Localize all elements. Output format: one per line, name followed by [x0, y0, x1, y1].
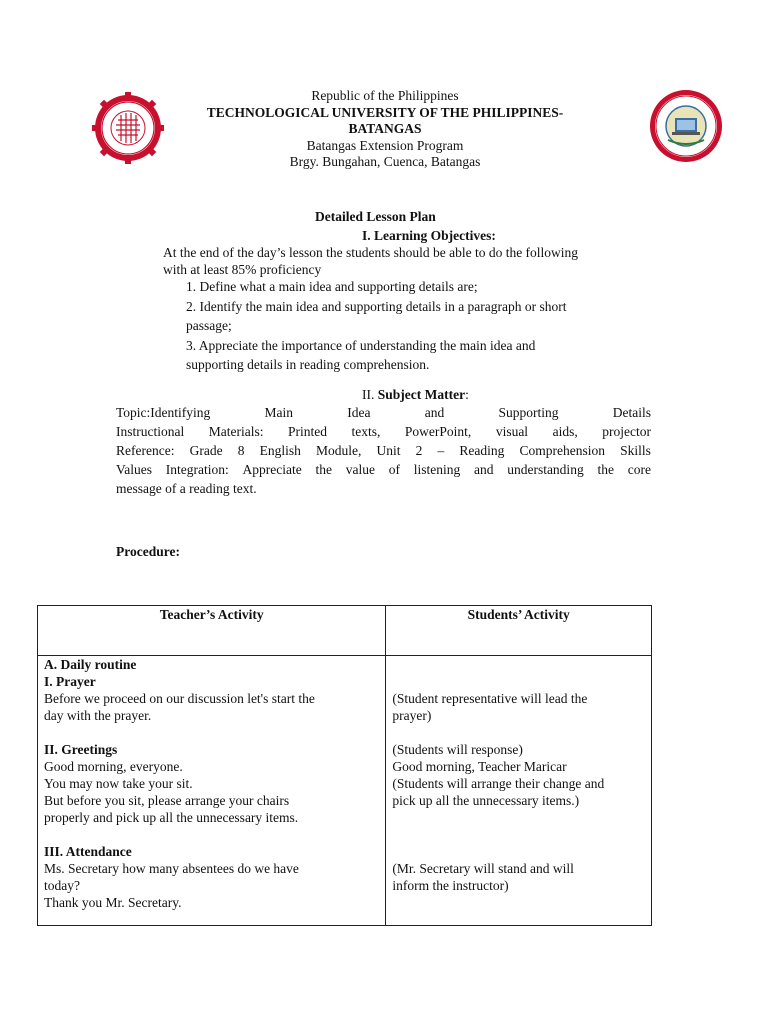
word: texts, [351, 424, 381, 439]
greetings-student-line: (Students will arrange their change and [392, 776, 605, 791]
word: Values [116, 462, 152, 477]
attendance-teacher-line: Thank you Mr. Secretary. [44, 895, 182, 910]
greetings-student-line: Good morning, Teacher Maricar [392, 759, 567, 774]
word: Idea [347, 405, 371, 420]
word: 8 [237, 443, 245, 458]
objective-item: supporting details in reading comprehension. [186, 357, 430, 372]
word: Topic:Identifying [116, 405, 211, 420]
word: the [315, 462, 332, 477]
objective-item: 3. Appreciate the importance of understanding the main idea and [186, 337, 536, 353]
word: Main [264, 405, 294, 420]
word: Appreciate [242, 462, 302, 477]
header-republic: Republic of the Philippines [311, 88, 459, 103]
word: Details [612, 405, 651, 420]
word: and [424, 405, 445, 420]
header-address: Brgy. Bungahan, Cuenca, Batangas [289, 154, 481, 169]
word: listening [413, 462, 461, 477]
header-university: TECHNOLOGICAL UNIVERSITY OF THE PHILIPPINES- [206, 104, 564, 120]
word: Reference: [116, 443, 175, 458]
subject-heading [362, 386, 469, 403]
objectives-intro-2: with at least 85% proficiency [163, 262, 322, 277]
header-teacher-activity: Teacher’s Activity [38, 606, 386, 656]
word: value [345, 462, 375, 477]
attendance-teacher-line: today? [44, 878, 80, 893]
word: PowerPoint, [404, 424, 472, 439]
prayer-heading: I. Prayer [44, 674, 96, 689]
attendance-student-line: (Mr. Secretary will stand and will [392, 861, 574, 876]
prayer-student-line: (Student representative will lead the [392, 691, 588, 706]
extension-seal-icon [648, 88, 724, 164]
word: Comprehension [519, 443, 605, 458]
section-daily-routine: A. Daily routine [44, 657, 137, 672]
word: Unit [376, 443, 401, 458]
word: understanding [507, 462, 584, 477]
header-university-cont: BATANGAS [348, 121, 422, 136]
word: Supporting [498, 405, 559, 420]
table-row [38, 656, 652, 926]
reference-line [116, 441, 651, 460]
word: English [259, 443, 301, 458]
greetings-teacher-line: Good morning, everyone. [44, 759, 183, 774]
word: the [597, 462, 614, 477]
objective-item: 2. Identify the main idea and supporting details in a paragraph or short [186, 298, 567, 314]
greetings-student-line: (Students will response) [392, 742, 523, 757]
objective-item: 1. Define what a main idea and supporting details are; [186, 279, 478, 294]
teacher-activity-cell [38, 656, 386, 926]
header-students-activity: Students’ Activity [386, 606, 652, 656]
procedure-table [37, 605, 652, 926]
table-header-row [38, 606, 652, 656]
greetings-teacher-line: You may now take your sit. [44, 776, 193, 791]
subject-colon: : [465, 387, 469, 402]
subject-label: Subject Matter [377, 387, 466, 402]
procedure-heading: Procedure: [116, 544, 180, 559]
word: Printed [288, 424, 327, 439]
subject-matter-block [116, 403, 651, 498]
objectives-heading: I. Learning Objectives: [362, 228, 496, 243]
word: 2 [415, 443, 423, 458]
prayer-teacher-line: Before we proceed on our discussion let's start the [44, 691, 315, 706]
attendance-heading: III. Attendance [44, 844, 132, 859]
greetings-teacher-line: But before you sit, please arrange your chairs [44, 793, 290, 808]
attendance-student-line: inform the instructor) [392, 878, 509, 893]
greetings-student-line: pick up all the unnecessary items.) [392, 793, 580, 808]
topic-line [116, 403, 651, 422]
header-program: Batangas Extension Program [306, 137, 464, 153]
word: – [437, 443, 445, 458]
word: visual [495, 424, 529, 439]
word: Integration: [165, 462, 229, 477]
word: aids, [552, 424, 578, 439]
objectives-intro-1: At the end of the day’s lesson the students should be able to do the following [163, 245, 579, 260]
word: Materials: [208, 424, 264, 439]
word: Skills [620, 443, 651, 458]
word: Instructional [116, 424, 185, 439]
doc-title: Detailed Lesson Plan [315, 209, 436, 224]
objectives-list [186, 277, 567, 375]
word: Module, [315, 443, 362, 458]
word: projector [602, 424, 651, 439]
tup-seal-icon [92, 92, 164, 164]
subject-num: II. [362, 387, 378, 402]
values-line [116, 460, 651, 479]
students-activity-cell [386, 656, 652, 926]
prayer-student-line: prayer) [392, 708, 432, 723]
word: of [388, 462, 400, 477]
word: and [473, 462, 494, 477]
values-line-2: message of a reading text. [116, 481, 257, 496]
word: Grade [189, 443, 223, 458]
attendance-teacher-line: Ms. Secretary how many absentees do we have [44, 861, 299, 876]
greetings-teacher-line: properly and pick up all the unnecessary items. [44, 810, 299, 825]
materials-line [116, 422, 651, 441]
objective-item: passage; [186, 318, 232, 333]
greetings-heading: II. Greetings [44, 742, 118, 757]
prayer-teacher-line: day with the prayer. [44, 708, 152, 723]
word: core [627, 462, 651, 477]
word: Reading [459, 443, 505, 458]
